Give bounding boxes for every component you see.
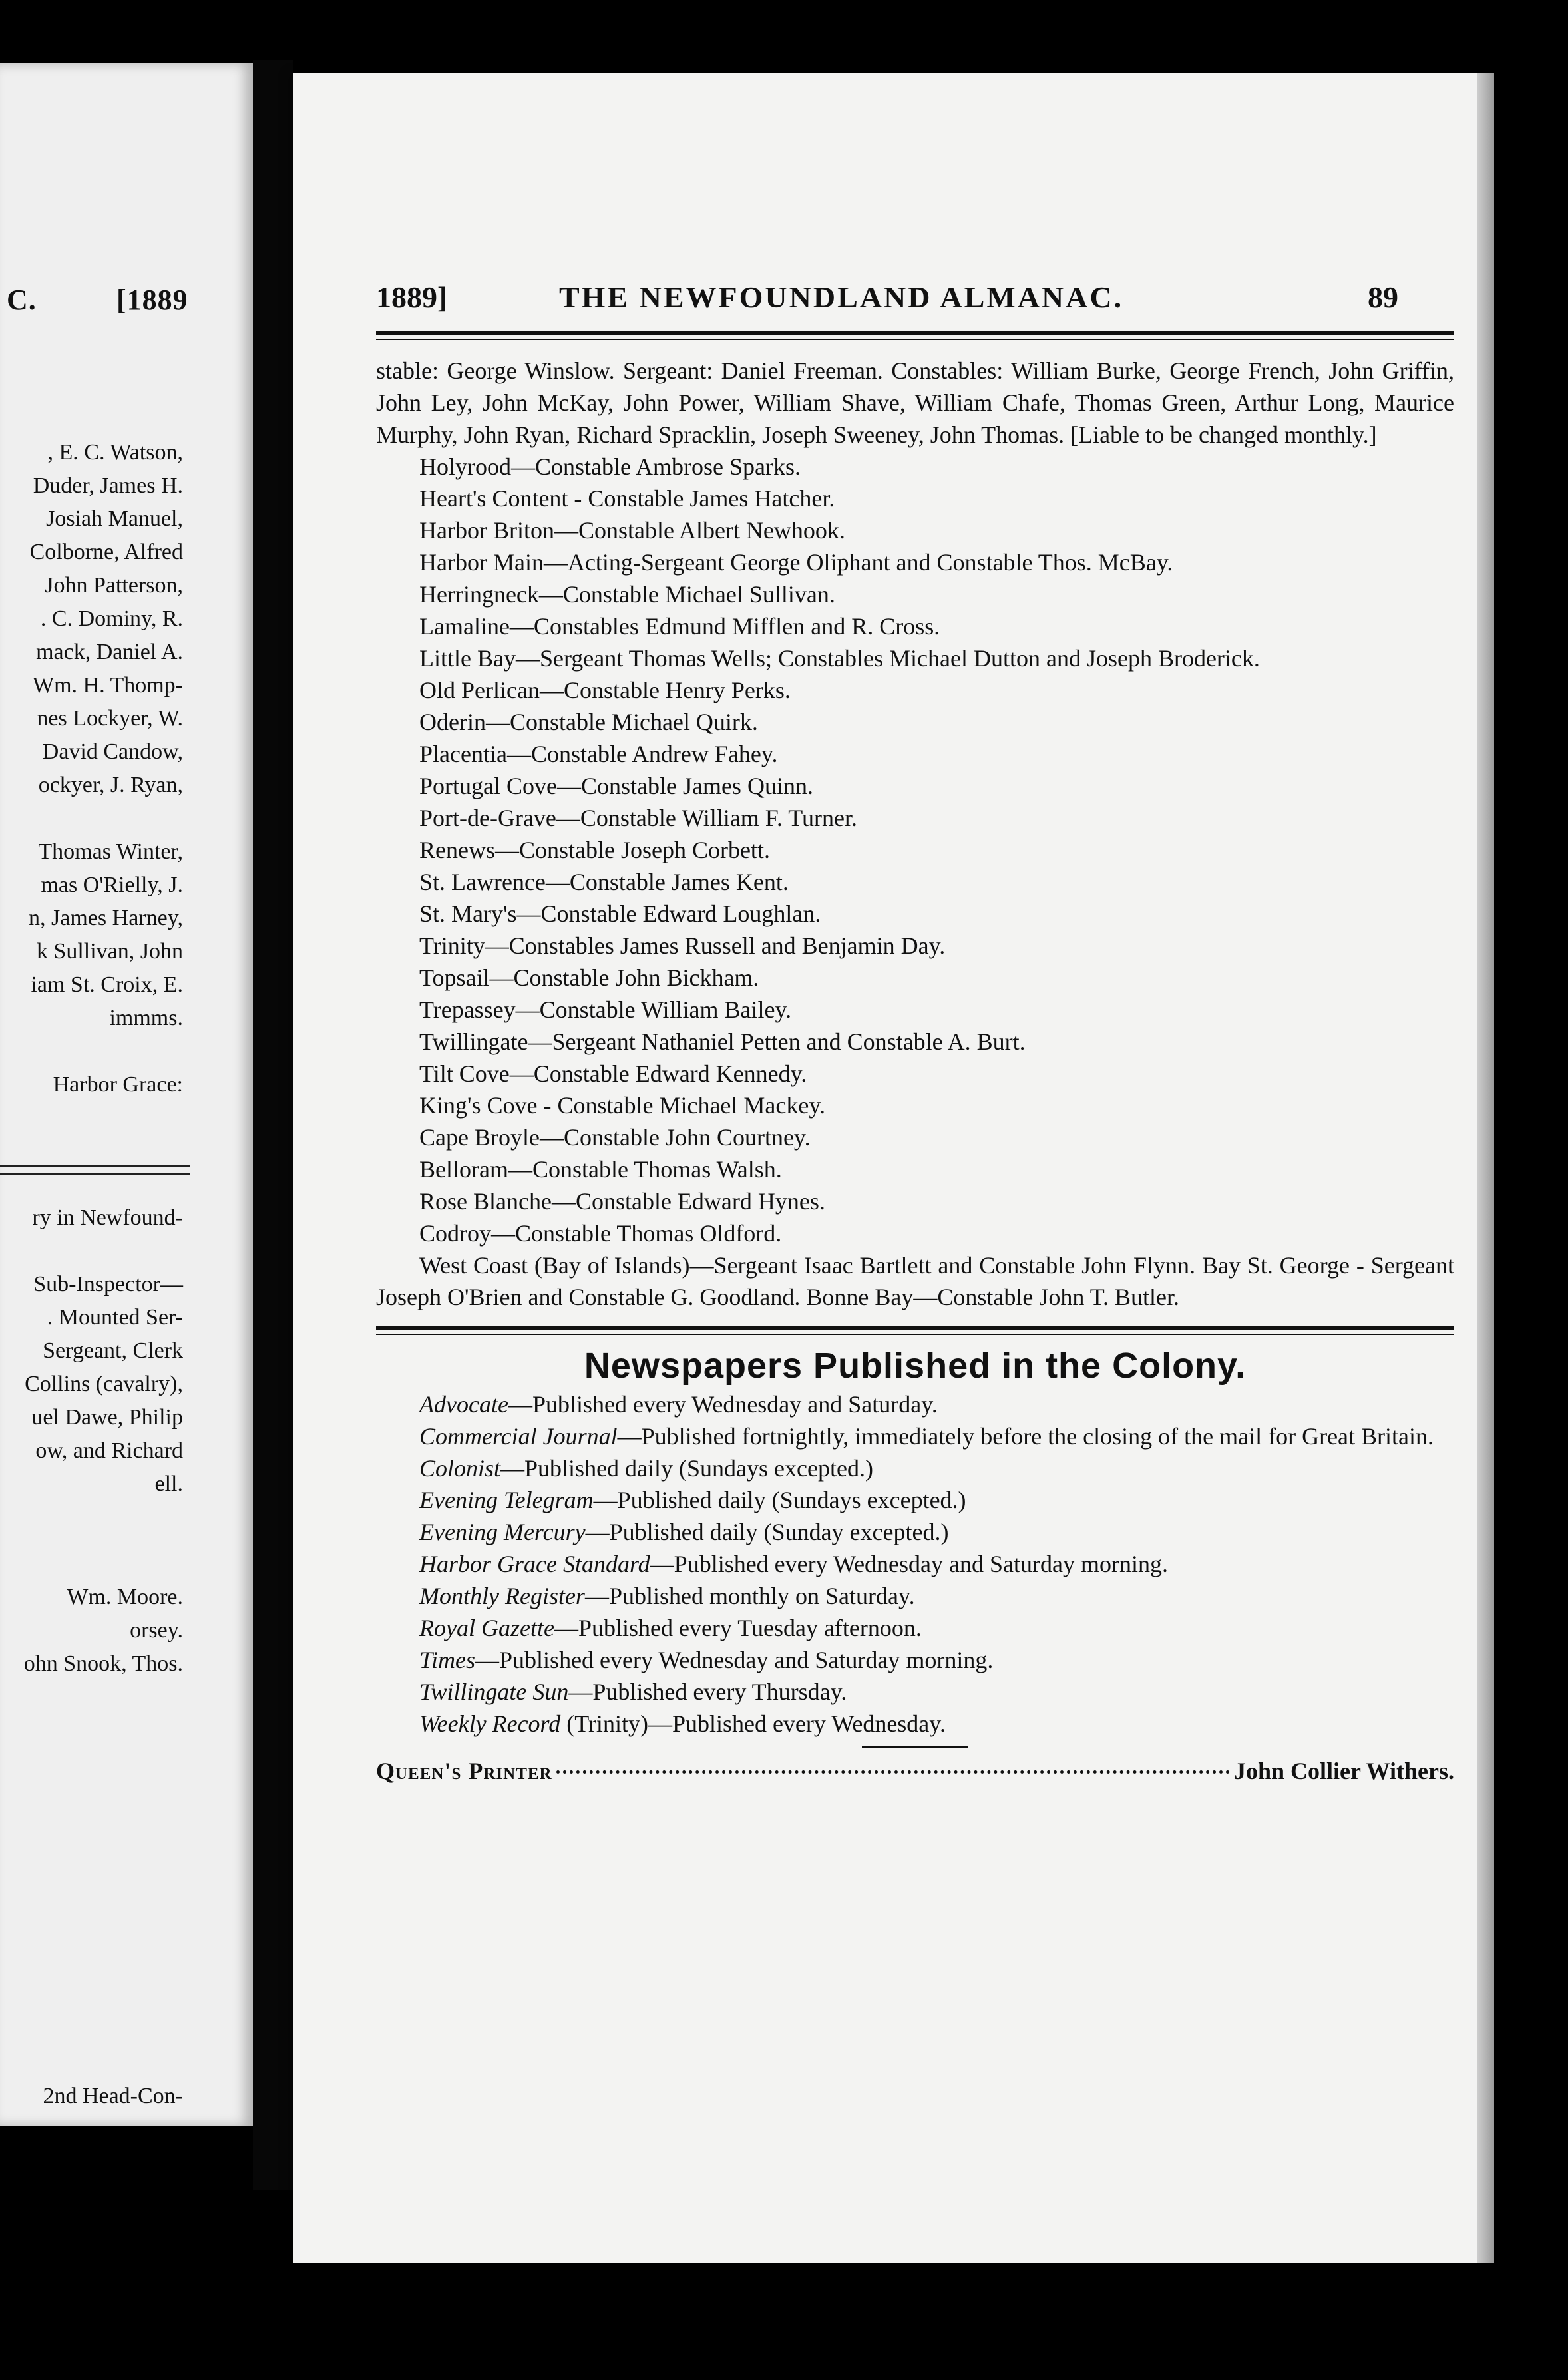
newspaper-name: Weekly Record — [419, 1710, 561, 1737]
left-page-line: John Patterson, — [45, 573, 183, 598]
left-page-line — [0, 1035, 246, 1068]
newspaper-list — [376, 1388, 1454, 1740]
constable-entry: Cape Broyle—Constable John Courtney. — [419, 1124, 811, 1151]
left-page-last-line: 2nd Head-Con- — [43, 2084, 183, 2108]
constable-entry: West Coast (Bay of Islands)—Sergeant Isaac Bartlett and Constable John Flynn. Bay St. George - Sergeant Joseph O'Brien and Constable G. Goodland. Bonne Bay—Constable John T. Butler. — [376, 1252, 1454, 1310]
constable-entry: Old Perlican—Constable Henry Perks. — [419, 677, 791, 703]
left-page-line: Collins (cavalry), — [25, 1372, 183, 1396]
newspaper-schedule: —Published daily (Sunday excepted.) — [585, 1519, 949, 1545]
left-page-line: Colborne, Alfred — [29, 540, 183, 564]
left-page-line: ry in Newfound- — [32, 1205, 183, 1230]
left-page-line: Thomas Winter, — [38, 839, 183, 864]
page-content — [339, 280, 1524, 1787]
newspaper-name: Evening Mercury — [419, 1519, 586, 1545]
newspaper-name: Monthly Register — [419, 1583, 585, 1609]
left-page-line: . Mounted Ser- — [47, 1305, 183, 1330]
left-page-line: k Sullivan, John — [36, 939, 183, 964]
constabulary-entries — [376, 451, 1454, 1313]
left-page-line: ell. — [154, 1472, 183, 1496]
left-page-line: orsey. — [130, 1618, 183, 1643]
page-number: 89 — [1368, 280, 1398, 314]
newspaper-schedule: —Published every Wednesday and Saturday morning. — [650, 1551, 1168, 1577]
newspaper-item — [376, 1612, 1454, 1644]
constable-entry: Trinity—Constables James Russell and Benjamin Day. — [419, 932, 946, 959]
left-page-rule — [0, 1165, 190, 1167]
newspapers-title: Newspapers Published in the Colony. — [584, 1346, 1247, 1386]
constable-entry: Topsail—Constable John Bickham. — [419, 964, 759, 991]
newspaper-schedule: —Published monthly on Saturday. — [584, 1583, 915, 1609]
newspaper-name: Harbor Grace Standard — [419, 1551, 650, 1577]
left-page-line: immms. — [109, 1006, 183, 1030]
newspaper-name: Commercial Journal — [419, 1423, 618, 1450]
left-page-line: mack, Daniel A. — [36, 640, 183, 664]
left-page-line: Harbor Grace: — [53, 1072, 183, 1097]
left-page-text — [0, 436, 246, 2113]
newspaper-name: Twillingate Sun — [419, 1679, 569, 1705]
constable-entry: Lamaline—Constables Edmund Mifflen and R. Cross. — [419, 613, 940, 640]
constable-entry: Codroy—Constable Thomas Oldford. — [419, 1220, 782, 1247]
newspaper-schedule: —Published daily (Sundays excepted.) — [500, 1455, 873, 1482]
left-page-line: n, James Harney, — [29, 906, 183, 930]
newspaper-item — [376, 1676, 1454, 1708]
left-page-line — [0, 1235, 246, 1268]
constable-entry: Harbor Briton—Constable Albert Newhook. — [419, 517, 845, 544]
newspaper-item — [376, 1580, 1454, 1612]
newspaper-item — [376, 1452, 1454, 1484]
constable-entry: King's Cove - Constable Michael Mackey. — [419, 1092, 826, 1119]
newspaper-name: Evening Telegram — [419, 1487, 594, 1513]
constable-entry: Herringneck—Constable Michael Sullivan. — [419, 581, 835, 608]
newspaper-schedule: —Published every Wednesday and Saturday morning. — [475, 1647, 994, 1673]
spacer — [0, 1501, 246, 1581]
constable-entry: Heart's Content - Constable James Hatcher. — [419, 485, 835, 512]
header-rule — [376, 331, 1454, 340]
left-page-line: Josiah Manuel, — [46, 506, 183, 531]
constable-entry: Oderin—Constable Michael Quirk. — [419, 709, 758, 735]
left-page-line: Wm. H. Thomp- — [32, 673, 183, 697]
newspaper-item — [376, 1420, 1454, 1452]
left-page-line: ockyer, J. Ryan, — [38, 773, 183, 797]
left-page — [0, 63, 253, 2126]
constable-entry: Tilt Cove—Constable Edward Kennedy. — [419, 1060, 807, 1087]
left-header-right: [1889 — [116, 284, 188, 316]
left-page-line: Duder, James H. — [33, 473, 183, 498]
left-page-line: . C. Dominy, R. — [40, 606, 183, 631]
newspaper-item — [376, 1548, 1454, 1580]
newspaper-schedule: —Published every Wednesday and Saturday. — [508, 1391, 938, 1418]
section-rule — [376, 1326, 1454, 1335]
constable-entry: St. Lawrence—Constable James Kent. — [419, 869, 789, 895]
newspaper-name: Royal Gazette — [419, 1615, 554, 1641]
constable-entry: Belloram—Constable Thomas Walsh. — [419, 1156, 782, 1183]
left-page-line: ohn Snook, Thos. — [23, 1651, 183, 1676]
left-page-line: mas O'Rielly, J. — [41, 873, 183, 897]
leader-dots — [556, 1770, 1230, 1774]
constable-entry: St. Mary's—Constable Edward Loughlan. — [419, 900, 821, 927]
constable-entry: Rose Blanche—Constable Edward Hynes. — [419, 1188, 825, 1215]
running-header — [339, 280, 1524, 326]
newspaper-schedule: —Published every Thursday. — [568, 1679, 847, 1705]
printer-name: John Collier Withers. — [1233, 1758, 1454, 1784]
left-page-line: uel Dawe, Philip — [31, 1405, 183, 1430]
constable-entry: Port-de-Grave—Constable William F. Turner. — [419, 805, 857, 831]
newspaper-name: Colonist — [419, 1455, 501, 1482]
header-title: THE NEWFOUNDLAND ALMANAC. — [559, 280, 1124, 314]
constable-entry: Trepassey—Constable William Bailey. — [419, 996, 792, 1023]
newspaper-name: Advocate — [419, 1391, 508, 1418]
constable-entry: Placentia—Constable Andrew Fahey. — [419, 741, 778, 767]
constable-entry: Harbor Main—Acting-Sergeant George Oliphant and Constable Thos. McBay. — [419, 549, 1173, 576]
spacer — [0, 1681, 246, 2080]
queens-printer-line — [376, 1755, 1454, 1787]
left-page-line: iam St. Croix, E. — [31, 972, 183, 997]
header-year: 1889] — [376, 280, 448, 314]
left-page-line: ow, and Richard — [35, 1438, 183, 1463]
newspaper-item — [376, 1388, 1454, 1420]
short-rule — [862, 1746, 968, 1748]
constabulary-opening: stable: George Winslow. Sergeant: Daniel Freeman. Constables: William Burke, George French, John Griffin, John Ley, John McKay, John Power, William Shave, William Chafe, Thomas Green, Arthur Long, Maurice Murphy, John Ryan, Richard Spracklin, Joseph Sweeney, John Thomas. [Liable to be changed monthly.] — [376, 357, 1454, 448]
left-page-line: David Candow, — [42, 739, 183, 764]
printer-label: Queen's Printer — [376, 1758, 552, 1784]
left-page-line: nes Lockyer, W. — [37, 706, 183, 731]
left-page-line: Sergeant, Clerk — [43, 1338, 183, 1363]
constable-entry: Twillingate—Sergeant Nathaniel Petten and Constable A. Burt. — [419, 1028, 1026, 1055]
newspaper-item — [376, 1644, 1454, 1676]
constabulary-section — [376, 355, 1454, 1787]
newspaper-schedule: —Published every Wednesday. — [648, 1710, 946, 1737]
newspaper-location: (Trinity) — [560, 1710, 648, 1737]
left-page-line: , E. C. Watson, — [47, 440, 183, 465]
newspaper-item — [376, 1708, 1454, 1740]
book-gutter — [253, 60, 293, 2190]
constable-entry: Renews—Constable Joseph Corbett. — [419, 837, 770, 863]
right-page — [293, 73, 1494, 2263]
newspaper-item — [376, 1484, 1454, 1516]
newspaper-schedule: —Published fortnightly, immediately before the closing of the mail for Great Britain. — [617, 1423, 1434, 1450]
left-page-line — [0, 802, 246, 835]
newspaper-schedule: —Published daily (Sundays excepted.) — [593, 1487, 966, 1513]
newspaper-item — [376, 1516, 1454, 1548]
left-header-left: C. — [7, 284, 37, 316]
left-page-line: Wm. Moore. — [67, 1585, 183, 1609]
spacer — [0, 1101, 246, 1201]
constable-entry: Little Bay—Sergeant Thomas Wells; Constables Michael Dutton and Joseph Broderick. — [419, 645, 1260, 672]
left-page-line: Sub-Inspector— — [33, 1272, 183, 1296]
constable-entry: Holyrood—Constable Ambrose Sparks. — [419, 453, 801, 480]
newspaper-schedule: —Published every Tuesday afternoon. — [554, 1615, 922, 1641]
left-page-rule-thin — [0, 1173, 190, 1175]
newspaper-name: Times — [419, 1647, 476, 1673]
constable-entry: Portugal Cove—Constable James Quinn. — [419, 773, 813, 799]
